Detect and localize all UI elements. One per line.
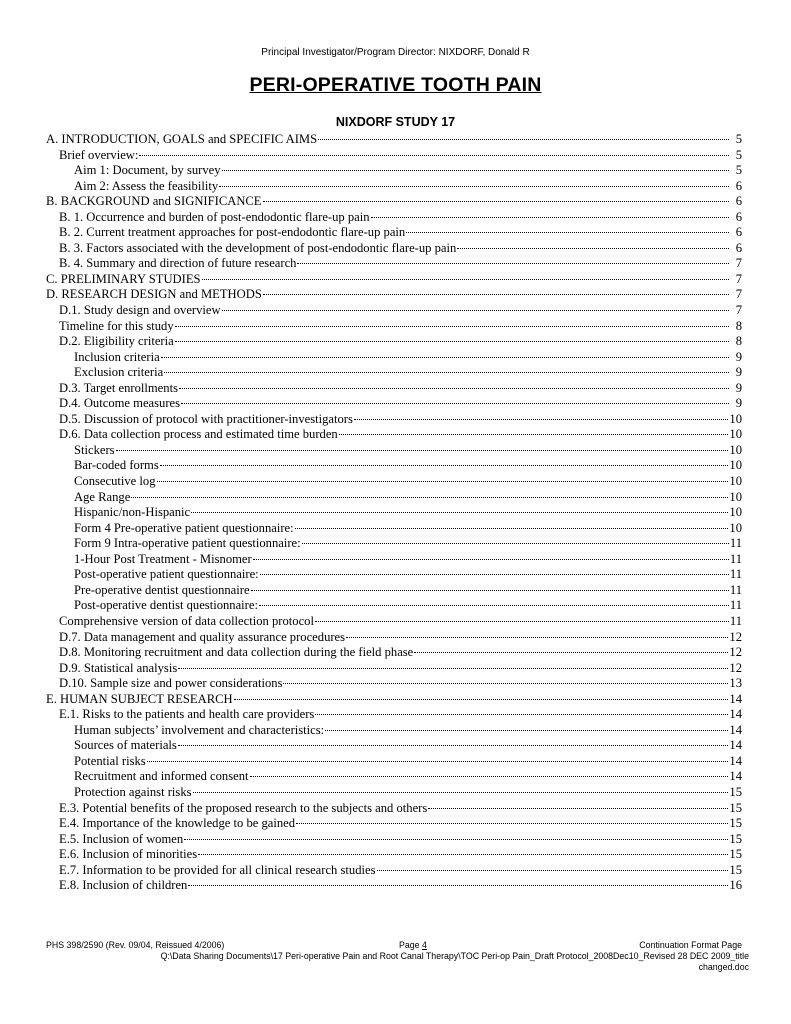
toc-dot-leader [157, 481, 729, 482]
toc-entry-page: 10 [729, 520, 742, 535]
toc-entry[interactable] [46, 801, 742, 817]
toc-dot-leader [178, 668, 728, 669]
study-title: NIXDORF STUDY 17 [335, 115, 456, 129]
toc-entry[interactable] [46, 630, 742, 646]
toc-entry-page: 14 [729, 722, 742, 737]
toc-entry-page: 12 [729, 645, 742, 660]
toc-entry-label: 1-Hour Post Treatment - Misnomer [74, 551, 252, 566]
toc-entry-label: Human subjects’ involvement and characteristics: [74, 722, 325, 737]
toc-entry-page: 10 [729, 427, 742, 442]
toc-entry-label: Comprehensive version of data collection protocol [59, 613, 314, 628]
toc-dot-leader [428, 808, 728, 809]
toc-entry[interactable] [46, 350, 742, 366]
toc-entry[interactable] [46, 567, 742, 583]
toc-entry-page: 14 [729, 769, 742, 784]
toc-dot-leader [181, 403, 729, 404]
toc-dot-leader [377, 870, 729, 871]
toc-entry-page: 14 [729, 753, 742, 768]
toc-dot-leader [234, 699, 729, 700]
toc-entry-label: D.1. Study design and overview [59, 303, 221, 318]
toc-dot-leader [250, 776, 729, 777]
toc-entry-page: 6 [735, 194, 742, 209]
toc-entry-label: Aim 1: Document, by survey [74, 163, 221, 178]
toc-dot-leader [179, 388, 729, 389]
toc-entry[interactable] [46, 847, 742, 863]
toc-entry[interactable] [46, 194, 742, 210]
toc-dot-leader [259, 605, 729, 606]
toc-entry[interactable] [46, 272, 742, 288]
toc-entry[interactable] [46, 427, 742, 443]
toc-entry-page: 10 [729, 505, 742, 520]
toc-entry-page: 11 [729, 613, 742, 628]
toc-dot-leader [164, 372, 729, 373]
toc-dot-leader [160, 465, 729, 466]
toc-entry-page: 9 [735, 380, 742, 395]
toc-entry[interactable] [46, 614, 742, 630]
toc-entry[interactable] [46, 396, 742, 412]
toc-entry-label: E.3. Potential benefits of the proposed research to the subjects and others [59, 800, 428, 815]
toc-entry-label: D.6. Data collection process and estimated time burden [59, 427, 338, 442]
toc-dot-leader [263, 201, 729, 202]
toc-entry[interactable] [46, 832, 742, 848]
toc-entry-page: 6 [735, 209, 742, 224]
toc-dot-leader [457, 248, 729, 249]
toc-dot-leader [116, 450, 729, 451]
toc-entry[interactable] [46, 365, 742, 381]
principal-investigator-line: Principal Investigator/Program Director: NIXDORF, Donald R [261, 47, 530, 58]
toc-dot-leader [175, 341, 729, 342]
file-path [100, 951, 749, 973]
toc-entry-page: 5 [735, 163, 742, 178]
toc-entry-label: Brief overview: [59, 147, 139, 162]
toc-entry-page: 12 [729, 629, 742, 644]
toc-dot-leader [346, 637, 728, 638]
toc-entry-label: D.4. Outcome measures [59, 396, 181, 411]
form-id: PHS 398/2590 (Rev. 09/04, Reissued 4/2006) [46, 940, 225, 950]
toc-dot-leader [253, 559, 729, 560]
toc-dot-leader [175, 326, 729, 327]
toc-entry-page: 11 [729, 567, 742, 582]
toc-dot-leader [161, 357, 729, 358]
toc-entry-label: B. 4. Summary and direction of future research [59, 256, 297, 271]
file-path-line-2: changed.doc [698, 962, 749, 972]
toc-entry-page: 14 [729, 707, 742, 722]
toc-entry-page: 7 [735, 271, 742, 286]
toc-entry-page: 15 [729, 800, 742, 815]
toc-entry[interactable] [46, 458, 742, 474]
toc-dot-leader [260, 574, 729, 575]
toc-entry[interactable] [46, 241, 742, 257]
toc-entry-label: Recruitment and informed consent [74, 769, 249, 784]
toc-entry-page: 6 [735, 240, 742, 255]
toc-dot-leader [139, 155, 729, 156]
toc-entry-label: Post-operative patient questionnaire: [74, 567, 259, 582]
toc-entry[interactable] [46, 738, 742, 754]
toc-dot-leader [406, 232, 729, 233]
toc-entry[interactable] [46, 645, 742, 661]
toc-entry-label: Form 9 Intra-operative patient questionnaire: [74, 536, 301, 551]
page-indicator [399, 940, 427, 950]
toc-entry-page: 10 [729, 411, 742, 426]
toc-dot-leader [191, 512, 728, 513]
toc-dot-leader [131, 497, 728, 498]
page-number: 4 [422, 940, 427, 950]
toc-entry-page: 10 [729, 458, 742, 473]
toc-entry-label: D.3. Target enrollments [59, 380, 178, 395]
toc-entry-page: 14 [729, 691, 742, 706]
toc-entry-label: Timeline for this study [59, 318, 174, 333]
toc-entry[interactable] [46, 723, 742, 739]
toc-dot-leader [315, 714, 728, 715]
toc-entry-label: Aim 2: Assess the feasibility [74, 178, 219, 193]
toc-entry-label: D. RESEARCH DESIGN and METHODS [46, 287, 262, 302]
toc-entry[interactable] [46, 692, 742, 708]
toc-entry-page: 10 [729, 489, 742, 504]
toc-entry-page: 9 [735, 365, 742, 380]
toc-entry[interactable] [46, 816, 742, 832]
toc-dot-leader [283, 683, 728, 684]
toc-dot-leader [325, 730, 728, 731]
toc-entry-label: E.1. Risks to the patients and health care providers [59, 707, 315, 722]
toc-entry[interactable] [46, 334, 742, 350]
toc-entry[interactable] [46, 163, 742, 179]
toc-dot-leader [193, 792, 729, 793]
toc-entry-page: 13 [729, 676, 742, 691]
toc-entry[interactable] [46, 521, 742, 537]
toc-entry-label: Bar-coded forms [74, 458, 159, 473]
toc-entry[interactable] [46, 769, 742, 785]
toc-entry-page: 7 [735, 287, 742, 302]
toc-dot-leader [296, 823, 728, 824]
toc-entry-label: E.6. Inclusion of minorities [59, 847, 198, 862]
toc-entry-page: 11 [729, 582, 742, 597]
toc-entry-label: D.10. Sample size and power considerations [59, 676, 283, 691]
toc-entry-page: 15 [729, 784, 742, 799]
toc-entry-label: Form 4 Pre-operative patient questionnaire: [74, 520, 294, 535]
toc-entry-label: E. HUMAN SUBJECT RESEARCH [46, 691, 233, 706]
toc-dot-leader [198, 854, 728, 855]
toc-entry-page: 7 [735, 303, 742, 318]
toc-entry[interactable] [46, 536, 742, 552]
toc-entry[interactable] [46, 505, 742, 521]
toc-dot-leader [315, 621, 729, 622]
toc-entry-page: 11 [729, 536, 742, 551]
toc-entry-page: 9 [735, 349, 742, 364]
toc-entry[interactable] [46, 707, 742, 723]
toc-dot-leader [188, 885, 728, 886]
toc-entry[interactable] [46, 381, 742, 397]
toc-dot-leader [222, 170, 729, 171]
toc-entry[interactable] [46, 878, 742, 894]
toc-entry-label: D.7. Data management and quality assurance procedures [59, 629, 346, 644]
toc-entry[interactable] [46, 552, 742, 568]
toc-entry[interactable] [46, 661, 742, 677]
toc-entry-page: 16 [729, 878, 742, 893]
toc-dot-leader [222, 310, 729, 311]
toc-entry[interactable] [46, 303, 742, 319]
toc-entry[interactable] [46, 785, 742, 801]
toc-entry-label: Protection against risks [74, 784, 192, 799]
toc-dot-leader [371, 217, 729, 218]
toc-entry-page: 8 [735, 334, 742, 349]
toc-entry-label: Stickers [74, 442, 115, 457]
toc-entry[interactable] [46, 225, 742, 241]
toc-dot-leader [147, 761, 729, 762]
toc-entry-label: Consecutive log [74, 474, 156, 489]
document-title: PERI-OPERATIVE TOOTH PAIN [249, 74, 542, 96]
toc-entry-label: D.9. Statistical analysis [59, 660, 178, 675]
toc-entry-page: 12 [729, 660, 742, 675]
toc-entry-label: D.2. Eligibility criteria [59, 334, 174, 349]
toc-entry-label: E.7. Information to be provided for all clinical research studies [59, 862, 376, 877]
toc-entry-page: 5 [735, 147, 742, 162]
toc-entry-page: 7 [735, 256, 742, 271]
toc-dot-leader [414, 652, 728, 653]
toc-entry-page: 14 [729, 738, 742, 753]
toc-entry-label: B. 3. Factors associated with the development of post-endodontic flare-up pain [59, 240, 457, 255]
page-label: Page [399, 940, 420, 950]
toc-dot-leader [318, 139, 729, 140]
toc-dot-leader [295, 528, 729, 529]
toc-dot-leader [302, 543, 729, 544]
toc-dot-leader [354, 419, 729, 420]
continuation-format-label: Continuation Format Page [639, 940, 742, 950]
toc-dot-leader [184, 839, 728, 840]
toc-entry[interactable] [46, 863, 742, 879]
toc-entry-page: 6 [735, 225, 742, 240]
toc-entry-page: 15 [729, 862, 742, 877]
toc-entry[interactable] [46, 179, 742, 195]
toc-entry[interactable] [46, 287, 742, 303]
toc-entry[interactable] [46, 148, 742, 164]
toc-entry-label: Age Range [74, 489, 131, 504]
toc-entry-page: 6 [735, 178, 742, 193]
toc-entry-label: Post-operative dentist questionnaire: [74, 598, 258, 613]
toc-dot-leader [219, 186, 729, 187]
toc-entry[interactable] [46, 598, 742, 614]
toc-dot-leader [178, 745, 729, 746]
toc-entry-page: 5 [735, 132, 742, 146]
table-of-contents [46, 132, 742, 894]
toc-entry-label: Sources of materials [74, 738, 177, 753]
toc-entry-label: B. 2. Current treatment approaches for post-endodontic flare-up pain [59, 225, 406, 240]
toc-entry-label: Hispanic/non-Hispanic [74, 505, 191, 520]
toc-entry-label: D.5. Discussion of protocol with practitioner-investigators [59, 411, 353, 426]
toc-entry[interactable] [46, 210, 742, 226]
toc-entry-page: 15 [729, 816, 742, 831]
toc-entry-label: Inclusion criteria [74, 349, 160, 364]
toc-entry[interactable] [46, 132, 742, 148]
toc-entry[interactable] [46, 256, 742, 272]
toc-entry-label: Exclusion criteria [74, 365, 164, 380]
toc-entry-label: B. 1. Occurrence and burden of post-endodontic flare-up pain [59, 209, 370, 224]
toc-entry-page: 11 [729, 551, 742, 566]
toc-entry-page: 11 [729, 598, 742, 613]
toc-dot-leader [297, 263, 729, 264]
toc-dot-leader [251, 590, 729, 591]
toc-dot-leader [339, 434, 729, 435]
toc-entry[interactable] [46, 676, 742, 692]
toc-entry[interactable] [46, 443, 742, 459]
toc-entry[interactable] [46, 474, 742, 490]
toc-entry-label: Potential risks [74, 753, 146, 768]
toc-entry-label: E.8. Inclusion of children [59, 878, 188, 893]
toc-entry-label: B. BACKGROUND and SIGNIFICANCE [46, 194, 262, 209]
toc-dot-leader [202, 279, 729, 280]
toc-dot-leader [263, 294, 729, 295]
toc-entry-page: 15 [729, 831, 742, 846]
toc-entry-page: 15 [729, 847, 742, 862]
toc-entry-page: 9 [735, 396, 742, 411]
file-path-line-1: Q:\Data Sharing Documents\17 Peri-operative Pain and Root Canal Therapy\TOC Peri-op Pain_Draft Protocol_2008Dec10_Revised 28 DEC 2009_title [160, 951, 749, 961]
toc-entry[interactable] [46, 490, 742, 506]
toc-entry-page: 8 [735, 318, 742, 333]
toc-entry-page: 10 [729, 442, 742, 457]
toc-entry-page: 10 [729, 474, 742, 489]
toc-entry-label: A. INTRODUCTION, GOALS and SPECIFIC AIMS [46, 132, 318, 146]
toc-entry-label: Pre-operative dentist questionnaire [74, 582, 250, 597]
toc-entry-label: D.8. Monitoring recruitment and data collection during the field phase [59, 645, 414, 660]
toc-entry[interactable] [46, 754, 742, 770]
toc-entry-label: E.5. Inclusion of women [59, 831, 184, 846]
toc-entry-label: C. PRELIMINARY STUDIES [46, 271, 201, 286]
toc-entry[interactable] [46, 319, 742, 335]
toc-entry-label: E.4. Importance of the knowledge to be gained [59, 816, 296, 831]
toc-entry[interactable] [46, 412, 742, 428]
toc-entry[interactable] [46, 583, 742, 599]
